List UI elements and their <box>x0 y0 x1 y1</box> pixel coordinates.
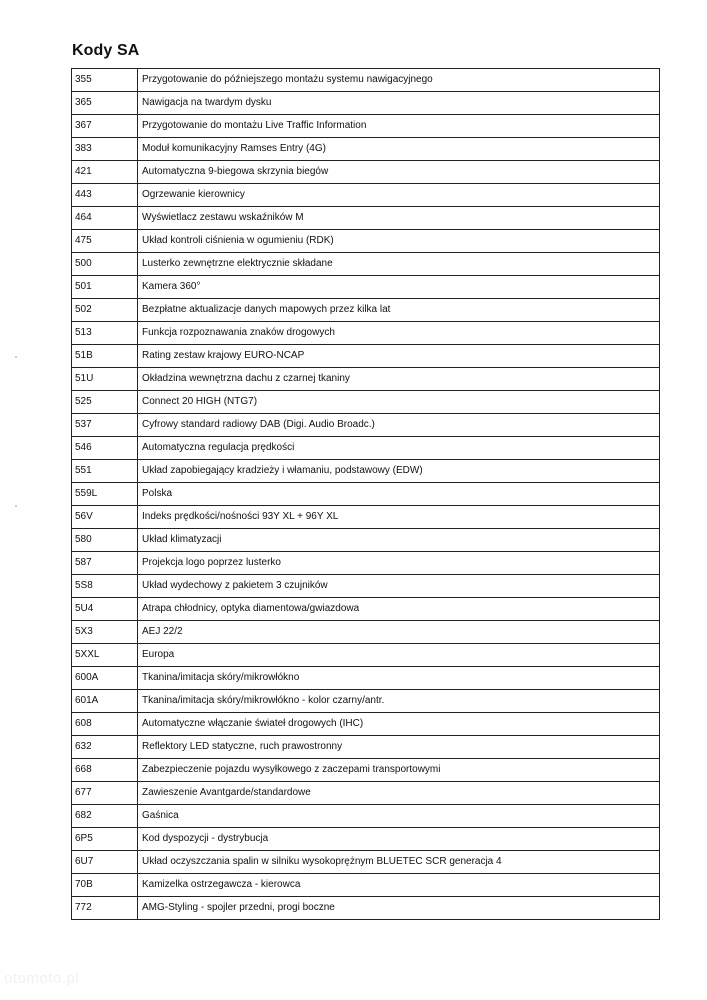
sa-description-cell: Gaśnica <box>138 805 660 828</box>
sa-description-cell: Automatyczne włączanie świateł drogowych (IHC) <box>138 713 660 736</box>
table-row <box>72 391 660 414</box>
table-row <box>72 207 660 230</box>
sa-code-cell: 501 <box>72 276 138 299</box>
table-row <box>72 552 660 575</box>
sa-code-cell: 601A <box>72 690 138 713</box>
table-row <box>72 92 660 115</box>
sa-code-cell: 365 <box>72 92 138 115</box>
table-row <box>72 460 660 483</box>
sa-code-cell: 367 <box>72 115 138 138</box>
page-title: Kody SA <box>72 42 140 59</box>
table-row <box>72 736 660 759</box>
table-row <box>72 874 660 897</box>
table-row <box>72 529 660 552</box>
table-row <box>72 851 660 874</box>
sa-code-cell: 559L <box>72 483 138 506</box>
sa-description-cell: Funkcja rozpoznawania znaków drogowych <box>138 322 660 345</box>
sa-description-cell: Tkanina/imitacja skóry/mikrowłókno - kolor czarny/antr. <box>138 690 660 713</box>
table-row <box>72 575 660 598</box>
table-row <box>72 759 660 782</box>
margin-dot <box>15 356 17 358</box>
sa-code-cell: 537 <box>72 414 138 437</box>
table-row <box>72 621 660 644</box>
sa-description-cell: Układ kontroli ciśnienia w ogumieniu (RDK) <box>138 230 660 253</box>
sa-code-cell: 51U <box>72 368 138 391</box>
table-row <box>72 667 660 690</box>
sa-code-cell: 464 <box>72 207 138 230</box>
sa-code-cell: 355 <box>72 69 138 92</box>
sa-description-cell: Europa <box>138 644 660 667</box>
sa-code-cell: 772 <box>72 897 138 920</box>
table-row <box>72 414 660 437</box>
sa-code-cell: 56V <box>72 506 138 529</box>
sa-code-cell: 475 <box>72 230 138 253</box>
table-row <box>72 368 660 391</box>
sa-description-cell: Okładzina wewnętrzna dachu z czarnej tkaniny <box>138 368 660 391</box>
table-row <box>72 828 660 851</box>
table-row <box>72 713 660 736</box>
sa-code-cell: 525 <box>72 391 138 414</box>
sa-code-cell: 51B <box>72 345 138 368</box>
sa-description-cell: Atrapa chłodnicy, optyka diamentowa/gwiazdowa <box>138 598 660 621</box>
sa-description-cell: Projekcja logo poprzez lusterko <box>138 552 660 575</box>
sa-description-cell: Connect 20 HIGH (NTG7) <box>138 391 660 414</box>
sa-description-cell: Bezpłatne aktualizacje danych mapowych przez kilka lat <box>138 299 660 322</box>
sa-description-cell: Polska <box>138 483 660 506</box>
table-row <box>72 437 660 460</box>
sa-description-cell: Automatyczna regulacja prędkości <box>138 437 660 460</box>
sa-code-cell: 383 <box>72 138 138 161</box>
sa-codes-table <box>71 68 660 920</box>
sa-description-cell: Zabezpieczenie pojazdu wysyłkowego z zaczepami transportowymi <box>138 759 660 782</box>
sa-description-cell: Kamizelka ostrzegawcza - kierowca <box>138 874 660 897</box>
sa-code-cell: 551 <box>72 460 138 483</box>
table-row <box>72 276 660 299</box>
sa-description-cell: Lusterko zewnętrzne elektrycznie składane <box>138 253 660 276</box>
sa-description-cell: Tkanina/imitacja skóry/mikrowłókno <box>138 667 660 690</box>
sa-description-cell: Zawieszenie Avantgarde/standardowe <box>138 782 660 805</box>
sa-code-cell: 580 <box>72 529 138 552</box>
sa-description-cell: Indeks prędkości/nośności 93Y XL + 96Y XL <box>138 506 660 529</box>
sa-code-cell: 587 <box>72 552 138 575</box>
table-row <box>72 138 660 161</box>
sa-code-cell: 608 <box>72 713 138 736</box>
table-row <box>72 230 660 253</box>
table-row <box>72 483 660 506</box>
sa-code-cell: 668 <box>72 759 138 782</box>
sa-code-cell: 5XXL <box>72 644 138 667</box>
sa-code-cell: 70B <box>72 874 138 897</box>
table-row <box>72 161 660 184</box>
sa-code-cell: 5S8 <box>72 575 138 598</box>
sa-code-cell: 5X3 <box>72 621 138 644</box>
sa-code-cell: 677 <box>72 782 138 805</box>
table-row <box>72 897 660 920</box>
table-row <box>72 805 660 828</box>
sa-code-cell: 682 <box>72 805 138 828</box>
sa-code-cell: 632 <box>72 736 138 759</box>
table-row <box>72 69 660 92</box>
sa-description-cell: AMG-Styling - spojler przedni, progi boczne <box>138 897 660 920</box>
sa-codes-table-body <box>72 69 660 920</box>
sa-code-cell: 6U7 <box>72 851 138 874</box>
sa-description-cell: Kamera 360° <box>138 276 660 299</box>
sa-description-cell: Ogrzewanie kierownicy <box>138 184 660 207</box>
table-row <box>72 506 660 529</box>
table-row <box>72 115 660 138</box>
table-row <box>72 299 660 322</box>
sa-description-cell: Rating zestaw krajowy EURO-NCAP <box>138 345 660 368</box>
table-row <box>72 598 660 621</box>
sa-code-cell: 513 <box>72 322 138 345</box>
table-row <box>72 782 660 805</box>
sa-code-cell: 421 <box>72 161 138 184</box>
sa-code-cell: 5U4 <box>72 598 138 621</box>
sa-code-cell: 502 <box>72 299 138 322</box>
sa-description-cell: Układ wydechowy z pakietem 3 czujników <box>138 575 660 598</box>
sa-description-cell: Reflektory LED statyczne, ruch prawostronny <box>138 736 660 759</box>
sa-description-cell: Nawigacja na twardym dysku <box>138 92 660 115</box>
sa-description-cell: Kod dyspozycji - dystrybucja <box>138 828 660 851</box>
sa-description-cell: Przygotowanie do montażu Live Traffic Information <box>138 115 660 138</box>
sa-description-cell: AEJ 22/2 <box>138 621 660 644</box>
sa-description-cell: Wyświetlacz zestawu wskaźników M <box>138 207 660 230</box>
table-row <box>72 253 660 276</box>
sa-code-cell: 600A <box>72 667 138 690</box>
table-row <box>72 322 660 345</box>
table-row <box>72 644 660 667</box>
sa-description-cell: Cyfrowy standard radiowy DAB (Digi. Audio Broadc.) <box>138 414 660 437</box>
sa-code-cell: 443 <box>72 184 138 207</box>
watermark-logo: otomoto.pl <box>4 970 80 987</box>
sa-description-cell: Układ zapobiegający kradzieży i włamaniu, podstawowy (EDW) <box>138 460 660 483</box>
sa-code-cell: 6P5 <box>72 828 138 851</box>
table-row <box>72 690 660 713</box>
sa-description-cell: Moduł komunikacyjny Ramses Entry (4G) <box>138 138 660 161</box>
sa-description-cell: Układ oczyszczania spalin w silniku wysokoprężnym BLUETEC SCR generacja 4 <box>138 851 660 874</box>
margin-dot <box>15 505 17 507</box>
sa-description-cell: Przygotowanie do późniejszego montażu systemu nawigacyjnego <box>138 69 660 92</box>
table-row <box>72 184 660 207</box>
sa-description-cell: Układ klimatyzacji <box>138 529 660 552</box>
sa-code-cell: 546 <box>72 437 138 460</box>
table-row <box>72 345 660 368</box>
sa-code-cell: 500 <box>72 253 138 276</box>
sa-description-cell: Automatyczna 9-biegowa skrzynia biegów <box>138 161 660 184</box>
